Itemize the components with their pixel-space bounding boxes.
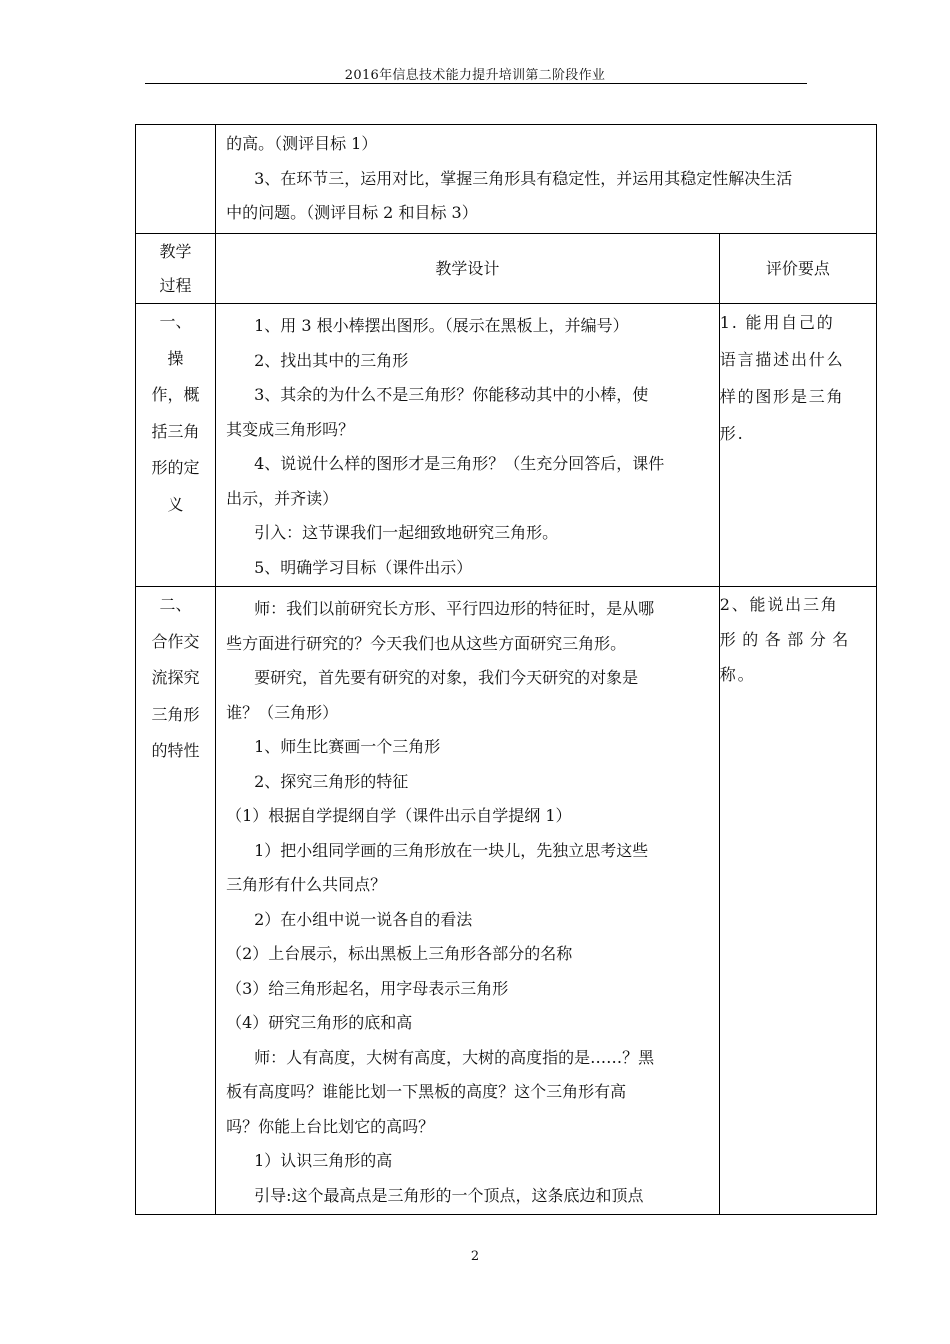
evaluation-header: 评价要点 xyxy=(719,234,876,304)
design-line: 引入：这节课我们一起细致地研究三角形。 xyxy=(254,523,559,542)
stage-1-design xyxy=(216,304,720,587)
stage-2-row xyxy=(136,587,877,1215)
evaluation-line: 称。 xyxy=(719,665,756,684)
evaluation-line: 语言描述出什么 xyxy=(719,350,845,369)
stage-title-line: 操 xyxy=(167,348,184,368)
stage-1-evaluation xyxy=(719,304,876,587)
design-line: 1、师生比赛画一个三角形 xyxy=(254,737,441,756)
objectives-line: 的高。（测评目标 1） xyxy=(226,134,378,153)
stage-2-title xyxy=(136,587,216,1215)
evaluation-line: 形. xyxy=(719,424,745,443)
stage-2-design xyxy=(216,587,720,1215)
design-line: 其变成三角形吗？ xyxy=(226,419,355,439)
design-line: 3、其余的为什么不是三角形？你能移动其中的小棒，使 xyxy=(254,385,649,404)
design-line: 板有高度吗？谁能比划一下黑板的高度？这个三角形有高 xyxy=(226,1082,627,1101)
page-number: 2 xyxy=(470,1249,480,1264)
evaluation-line: 形的各部分名 xyxy=(719,630,855,649)
design-line: 出示，并齐读） xyxy=(226,488,339,508)
stage-title-line: 的特性 xyxy=(151,741,200,760)
design-line: （2）上台展示，标出黑板上三角形各部分的名称 xyxy=(226,944,573,963)
design-line: 要研究，首先要有研究的对象，我们今天研究的对象是 xyxy=(254,668,639,687)
page-header-title: 2016年信息技术能力提升培训第二阶段作业 xyxy=(344,68,606,83)
design-line: 师：人有高度，大树有高度，大树的高度指的是……？黑 xyxy=(254,1047,655,1067)
objectives-empty-cell xyxy=(136,125,216,234)
header-row xyxy=(136,234,877,304)
design-line: 1、用 3 根小棒摆出图形。（展示在黑板上，并编号） xyxy=(254,316,629,335)
design-line: 引导:这个最高点是三角形的一个顶点，这条底边和顶点 xyxy=(254,1185,644,1205)
lesson-plan-table xyxy=(135,124,877,1215)
design-line: 吗？你能上台比划它的高吗？ xyxy=(226,1116,435,1136)
design-line: 2）在小组中说一说各自的看法 xyxy=(254,909,473,929)
stage-2-evaluation xyxy=(719,587,876,1215)
process-header-line: 过程 xyxy=(159,275,192,295)
design-line: 谁？（三角形） xyxy=(226,702,339,722)
process-header xyxy=(136,234,216,304)
stage-1-title xyxy=(136,304,216,587)
evaluation-line: 1. 能用自己的 xyxy=(719,313,835,332)
design-line: （3）给三角形起名，用字母表示三角形 xyxy=(226,978,509,998)
objectives-line: 3、在环节三，运用对比，掌握三角形具有稳定性，并运用其稳定性解决生活 xyxy=(254,168,793,188)
stage-title-line: 作，概 xyxy=(151,385,200,404)
stage-title-line: 形的定 xyxy=(151,458,200,477)
design-line: 三角形有什么共同点？ xyxy=(226,875,387,894)
stage-title-line: 二、 xyxy=(159,595,192,614)
design-line: 1）把小组同学画的三角形放在一块儿，先独立思考这些 xyxy=(254,840,649,860)
stage-title-line: 合作交 xyxy=(151,631,200,651)
stage-title-line: 三角形 xyxy=(151,704,200,724)
stage-title-line: 括三角 xyxy=(151,421,200,441)
objectives-line: 中的问题。（测评目标 2 和目标 3） xyxy=(226,203,478,222)
design-line: （4）研究三角形的底和高 xyxy=(226,1013,413,1032)
design-line: 2、找出其中的三角形 xyxy=(254,350,409,370)
stage-title-line: 流探究 xyxy=(151,668,200,687)
design-line: 师：我们以前研究长方形、平行四边形的特征时，是从哪 xyxy=(254,599,655,618)
design-line: 2、探究三角形的特征 xyxy=(254,771,409,791)
design-line: （1）根据自学提纲自学（课件出示自学提纲 1） xyxy=(226,806,572,825)
process-header-line: 教学 xyxy=(159,241,192,261)
evaluation-line: 样的图形是三角 xyxy=(719,387,845,406)
design-line: 1）认识三角形的高 xyxy=(254,1151,393,1170)
stage-title-line: 一、 xyxy=(159,312,192,331)
design-line: 4、说说什么样的图形才是三角形？（生充分回答后，课件 xyxy=(254,454,665,473)
evaluation-line: 2、能说出三角 xyxy=(719,595,839,614)
design-line: 些方面进行研究的？今天我们也从这些方面研究三角形。 xyxy=(226,633,627,653)
objectives-row xyxy=(136,125,877,234)
design-header: 教学设计 xyxy=(216,234,720,304)
stage-1-row xyxy=(136,304,877,587)
stage-title-line: 义 xyxy=(167,494,184,514)
design-line: 5、明确学习目标（课件出示） xyxy=(254,557,473,577)
objectives-cell xyxy=(216,125,877,234)
header-rule xyxy=(145,83,807,84)
